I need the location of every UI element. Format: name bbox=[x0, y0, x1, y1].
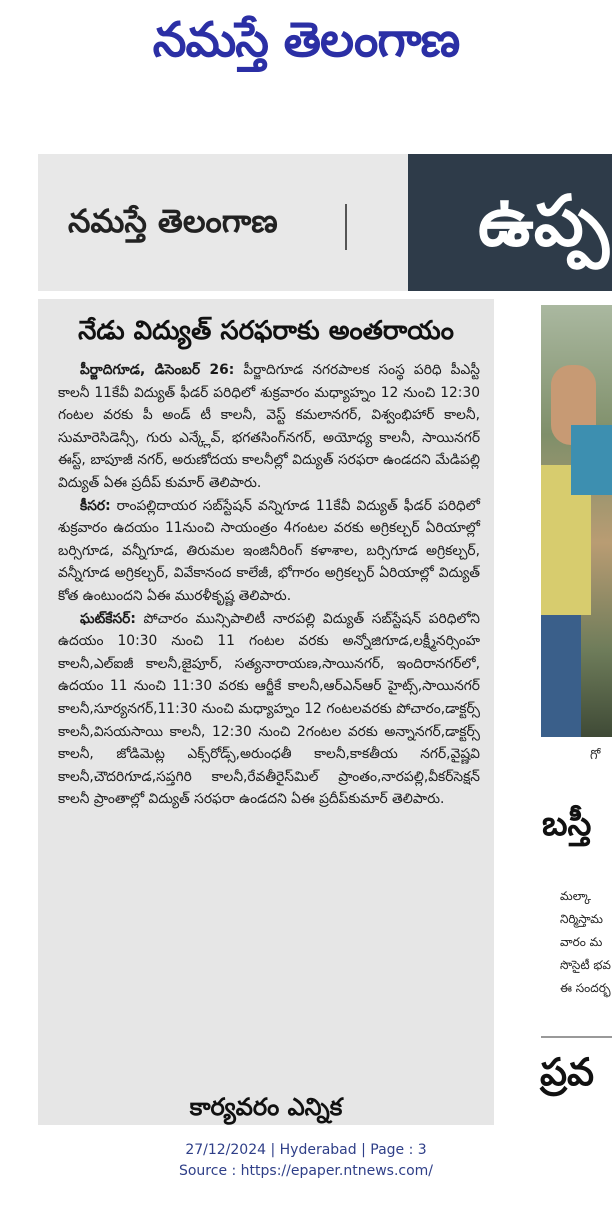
banner-divider bbox=[345, 204, 347, 250]
right-headline-1: బస్తీ bbox=[542, 804, 592, 844]
column-rule bbox=[541, 1036, 612, 1038]
paragraph-text: రాంపల్లిదాయర సబ్‌స్టేషన్ వన్నిగూడ 11కేవీ విద్యుత్ ఫీడర్ పరిధిలో శుక్రవారం ఉదయం 11నుంచి సాయంత్రం 4గంటల వరకు అగ్రికల్చర్ ఏరియాల్లో బర్సిగూడ, వన్నీగూడ, తిరుమల ఇంజినీరింగ్ కళాశాల, బర్సిగూడ అగ్రికల్చర్, వన్నీగూడ అగ్రికల్చర్, వివేకానంద కాలేజీ, భోగారం అగ్రికల్చర్ ఏరియాల్లో విద్యుత్ కోత ఉంటుందని ఏఈ మురళీకృష్ణ తెలిపారు. bbox=[58, 497, 480, 604]
right-body-line: వారం మ bbox=[560, 935, 603, 949]
footer-source-line: Source : https://epaper.ntnews.com/ bbox=[178, 1163, 434, 1179]
section-banner bbox=[38, 154, 612, 291]
right-body-line: నిర్మిస్తామ bbox=[560, 912, 603, 926]
paragraph-text: పోచారం మున్సిపాలిటీ నారపల్లి విద్యుత్ సబ్‌స్టేషన్ పరిధిలోని ఉదయం 10:30 నుంచి 11 గంటల వరకు అన్నోజిగూడ,లక్ష్మీనర్సింహ కాలనీ,ఎల్ఐజీ కాలనీ,జైపూర్, సత్యనారాయణ,సాయినగర్, ఇందిరానగర్‌లో, ఉదయం 11 నుంచి 11:30 వరకు ఆర్జీకే కాలనీ,ఆర్ఎన్ఆర్ హైట్స్,సాయినగర్ కాలనీ,సూర్యనగర్,11:30 నుంచి మధ్యాహ్నం 12 గంటలవరకు పోచారం,డాక్టర్స్ కాలనీ,విసయసాయి కాలనీ, 12:30 నుంచి 2గంటల వరకు అన్నానగర్,డాక్టర్స్ కాలనీ, జోడిమెట్ల ఎక్స్‌రోడ్స్,అరుంధతీ కాలనీ,కాకతీయ నగర్,వైష్ణవి కాలనీ,చౌదరిగూడ,సప్తగిరి కాలనీ,రేవతీరైస్‌మిల్ ప్రాంతం,నారపల్లి,వీకర్‌సెక్షన్ కాలనీ ప్రాంతాల్లో విద్యుత్ సరఫరా ఉండదని ఏఈ ప్రదీప్‌కుమార్ తెలిపారు. bbox=[58, 610, 480, 808]
right-body-line: ఈ సందర్భ bbox=[560, 981, 611, 995]
paragraph-text: పీర్జాదిగూడ నగరపాలక సంస్థ పరిధి పీఎస్టీ కాలనీ 11కేవీ విద్యుత్ ఫీడర్ పరిధిలో శుక్రవారం మధ్యాహ్నం 12 నుంచి 12:30 గంటల వరకు పీ అండ్ టీ కాలనీ, వెస్ట్ కమలానగర్, విశ్వంభిహార్ కాలనీ, సుమారెసిడెన్సీ, గురు ఎన్క్లేవ్, భగతసింగ్‌నగర్, అయోధ్య కాలనీ, సాయినగర్ ఈస్ట్, బాపూజీ నగర్, అరుణోదయ కాలనీల్లో విద్యుత్ సరఫరా ఉండదని మేడిపల్లి విద్యుత్ ఏఈ ప్రదీప్ కుమార్ తెలిపారు. bbox=[58, 362, 480, 491]
newspaper-logo: నమస్తే తెలంగాణ bbox=[152, 12, 460, 68]
dateline: పీర్జాదిగూడ, డిసెంబర్ 26: bbox=[80, 362, 235, 378]
masthead bbox=[0, 0, 612, 90]
article-paragraph bbox=[58, 359, 480, 495]
banner-right-text: ఉప్ప bbox=[478, 180, 609, 262]
next-article-headline: కార్యవరం ఎన్నిక bbox=[189, 1093, 343, 1121]
right-headline-2: ప్రవ bbox=[540, 1050, 595, 1094]
banner-paper-name: నమస్తే తెలంగాణ bbox=[68, 202, 278, 240]
dateline: కీసర: bbox=[80, 497, 111, 514]
dateline: ఘట్‌కేసర్: bbox=[80, 610, 136, 627]
article-headline: నేడు విద్యుత్ సరఫరాకు అంతరాయం bbox=[78, 316, 454, 346]
right-body-line: మల్కా bbox=[560, 889, 591, 903]
photo-figure bbox=[541, 615, 581, 737]
footer bbox=[0, 1140, 612, 1182]
right-body-line: సొసైటీ భవ bbox=[560, 958, 611, 972]
right-body-text bbox=[560, 885, 612, 1000]
article-clipping bbox=[38, 299, 494, 1125]
photo-caption: గో bbox=[590, 748, 601, 763]
photo-figure bbox=[571, 425, 612, 495]
news-photo bbox=[541, 305, 612, 737]
article-body bbox=[58, 359, 480, 811]
footer-date-line: 27/12/2024 | Hyderabad | Page : 3 bbox=[185, 1142, 427, 1158]
article-paragraph bbox=[58, 495, 480, 608]
banner-dark-block bbox=[408, 154, 612, 291]
article-paragraph bbox=[58, 608, 480, 811]
